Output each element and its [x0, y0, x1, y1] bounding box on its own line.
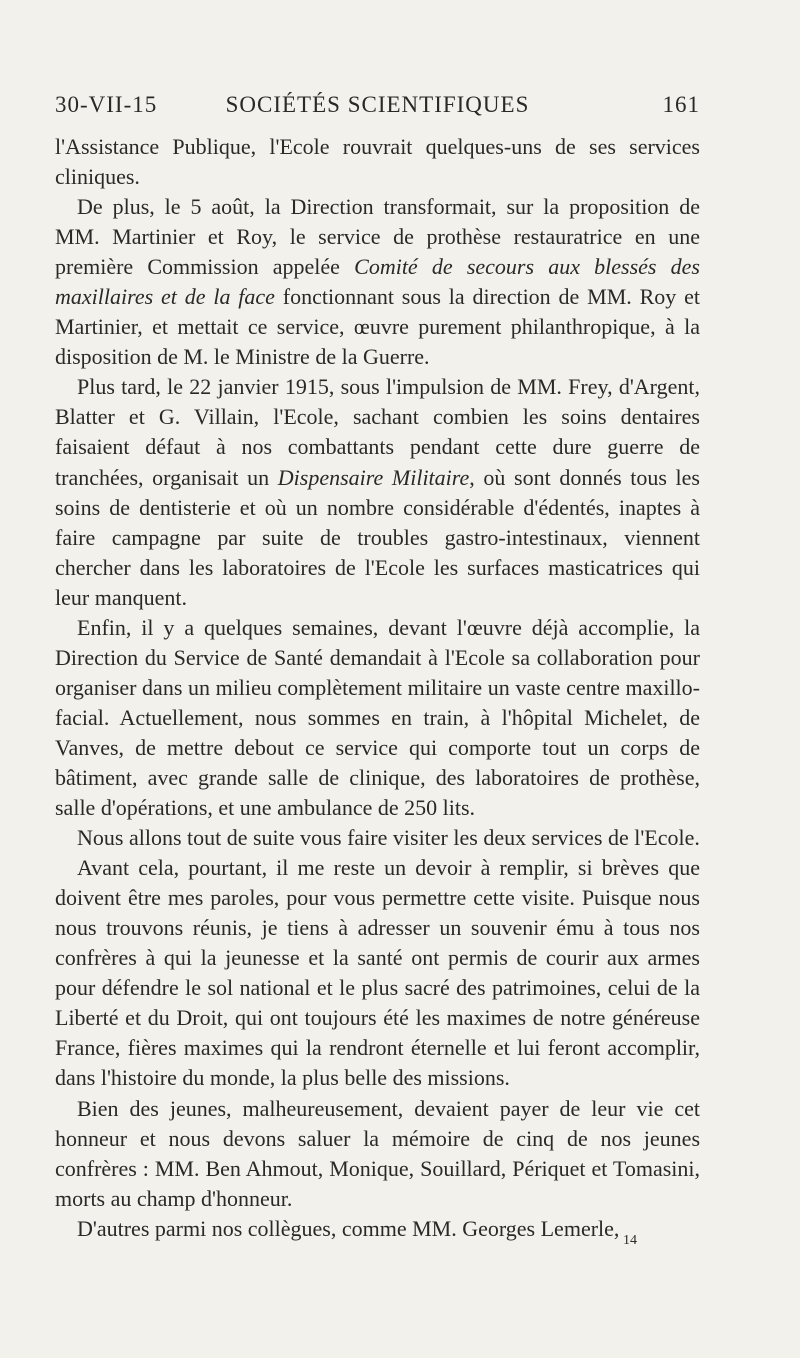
- paragraph-1: l'Assistance Publique, l'Ecole rouvrait quelques-uns de ses services cliniques.: [55, 134, 700, 190]
- header-date: 30-VII-15: [55, 92, 158, 117]
- running-head: [55, 92, 700, 132]
- body-text: [55, 132, 700, 1244]
- paragraph-5: Nous allons tout de suite vous faire visiter les deux services de l'Ecole.: [77, 825, 700, 851]
- paragraph-2-text-a: De plus, le 5 août, la Direction transformait, sur la proposition de MM. Martinier et Roy, le service de prothèse restauratrice en une première Commission appelée: [55, 194, 700, 280]
- paragraph-4: Enfin, il y a quelques semaines, devant l'œuvre déjà accomplie, la Direction du Service de Santé demandait à l'Ecole sa collaboration pour organiser dans un milieu complètement militaire un vaste centre maxillo-facial. Actuellement, nous sommes en train, à l'hôpital Michelet, de Vanves, de mettre debout ce service qui comporte tout un corps de bâtiment, avec grande salle de clinique, des laboratoires de prothèse, salle d'opérations, et une ambulance de 250 lits.: [55, 614, 700, 821]
- committee-name-italic: Comité de secours aux blessés des maxillaires et de la face: [55, 254, 700, 310]
- signature-mark: 14: [623, 1233, 637, 1248]
- page-number: 161: [662, 92, 700, 117]
- paragraph-3-text-a: Plus tard, le 22 janvier 1915, sous l'impulsion de MM. Frey, d'Argent, Blatter et G. Villain, l'Ecole, sachant combien les soins dentaires faisaient défaut à nos combattants pendant cette dure guerre de tranchées, organisait un: [55, 374, 700, 490]
- paragraph-6: Avant cela, pourtant, il me reste un devoir à remplir, si brèves que doivent être mes paroles, pour vous permettre cette visite. Puisque nous nous trouvons réunis, je tiens à adresser un souvenir ému à tous nos confrères à qui la jeunesse et la santé ont permis de courir aux armes pour défendre le sol national et le plus sacré des patrimoines, celui de la Liberté et du Droit, qui ont toujours été les maximes de notre généreuse France, fières maximes qui la rendront éternelle et lui feront accomplir, dans l'histoire du monde, la plus belle des missions.: [55, 855, 700, 1091]
- paragraph-8: D'autres parmi nos collègues, comme MM. Georges Lemerle,: [77, 1215, 620, 1241]
- header-title: SOCIÉTÉS SCIENTIFIQUES: [225, 92, 530, 117]
- dispensary-name-italic: Dispensaire Militaire: [277, 464, 470, 490]
- paragraph-3: [55, 372, 700, 612]
- paragraph-7: Bien des jeunes, malheureusement, devaient payer de leur vie cet honneur et nous devons saluer la mémoire de cinq de nos jeunes confrères : MM. Ben Ahmout, Monique, Souillard, Périquet et Tomasini, morts au champ d'honneur.: [55, 1095, 700, 1211]
- paragraph-2: [55, 192, 700, 372]
- paragraph-2-text-b: fonctionnant sous la direction de MM. Roy et Martinier, et mettait ce service, œuvre purement philanthropique, à la disposition de M. le Ministre de la Guerre.: [55, 284, 700, 370]
- paragraph-3-text-b: , où sont donnés tous les soins de dentisterie et où un nombre considérable d'édentés, inaptes à faire campagne par suite de troubles gastro-intestinaux, viennent chercher dans les laboratoires de l'Ecole les surfaces masticatrices qui leur manquent.: [55, 464, 700, 610]
